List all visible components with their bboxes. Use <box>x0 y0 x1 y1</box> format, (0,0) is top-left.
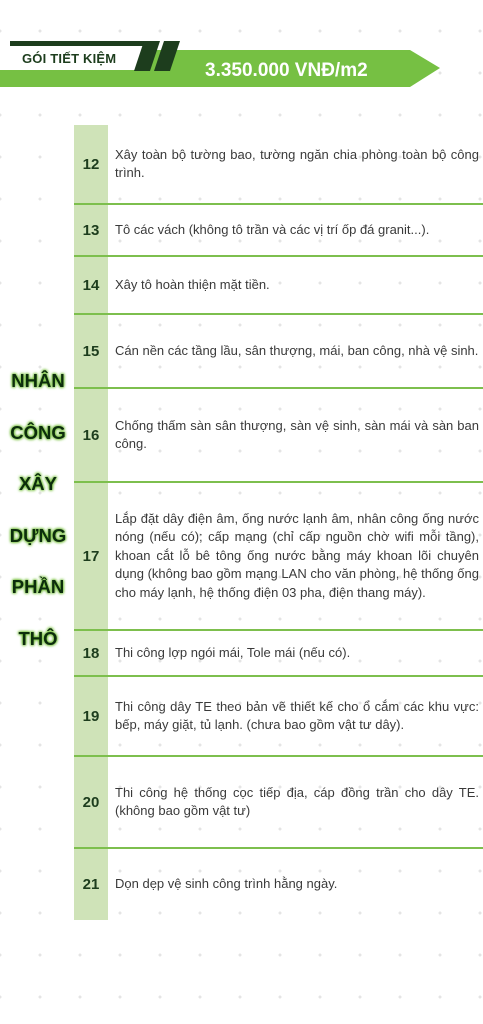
row-number: 16 <box>74 389 108 481</box>
side-title-word: THÔ <box>18 627 58 649</box>
table-row <box>74 315 483 389</box>
row-number: 15 <box>74 315 108 387</box>
row-number: 12 <box>74 125 108 203</box>
row-description: Dọn dẹp vệ sinh công trình hằng ngày. <box>115 876 338 892</box>
row-number: 20 <box>74 757 108 847</box>
side-title-word: XÂY <box>18 473 58 494</box>
side-title-word: DỰNG <box>9 524 67 546</box>
row-description: Lắp đặt dây điện âm, ống nước lạnh âm, nhân công ống nước nóng (nếu có); cấp mạng (chỉ cấp nguồn chờ wifi mỗi tầng), khoan cắt lỗ bê tông ống nước bằng máy khoan lõi chuyên dụng (không bao gồm mạng LAN cho văn phòng, hệ thống ống cho máy lạnh, hệ thống điện 03 pha, điện thang máy). <box>115 510 479 600</box>
row-number: 19 <box>74 677 108 755</box>
side-title-word: CÔNG <box>10 421 66 443</box>
table-row <box>74 631 483 677</box>
table-row <box>74 389 483 483</box>
package-label: GÓI TIẾT KIỆM <box>22 51 117 66</box>
row-description: Tô các vách (không tô trần và các vị trí ốp đá granit...). <box>115 221 430 237</box>
row-description: Chống thấm sàn sân thượng, sàn vệ sinh, sàn mái và sàn ban công. <box>115 417 479 451</box>
row-description: Xây tô hoàn thiện mặt tiền. <box>115 276 270 292</box>
price-text: 3.350.000 VNĐ/m2 <box>205 60 368 81</box>
row-number: 21 <box>74 849 108 920</box>
side-title-word: NHÂN <box>11 370 65 391</box>
row-description: Thi công lợp ngói mái, Tole mái (nếu có). <box>115 644 351 660</box>
table-row <box>74 257 483 315</box>
row-number: 18 <box>74 631 108 675</box>
row-description: Thi công hệ thống cọc tiếp địa, cáp đồng trần cho dây TE. (không bao gồm vật tư) <box>115 784 479 818</box>
row-number: 17 <box>74 483 108 629</box>
row-description: Xây toàn bộ tường bao, tường ngăn chia phòng toàn bộ công trình. <box>115 146 479 180</box>
stripe-1 <box>10 41 158 46</box>
table-row <box>74 483 483 631</box>
row-description: Thi công dây TE theo bản vẽ thiết kế cho ổ cắm các khu vực: bếp, máy giặt, tủ lạnh. (chưa bao gồm vật tư dây). <box>115 698 479 732</box>
side-title-word: PHẦN <box>11 576 65 597</box>
table-row <box>74 757 483 849</box>
table-row <box>74 205 483 257</box>
row-number: 14 <box>74 257 108 313</box>
table-row <box>74 677 483 757</box>
side-title <box>0 355 76 664</box>
table-row <box>74 849 483 920</box>
header-banner <box>0 0 483 110</box>
table-row <box>74 125 483 205</box>
row-number: 13 <box>74 205 108 255</box>
row-description: Cán nền các tầng lầu, sân thượng, mái, ban công, nhà vệ sinh. <box>115 342 479 358</box>
work-items-table <box>74 125 483 920</box>
